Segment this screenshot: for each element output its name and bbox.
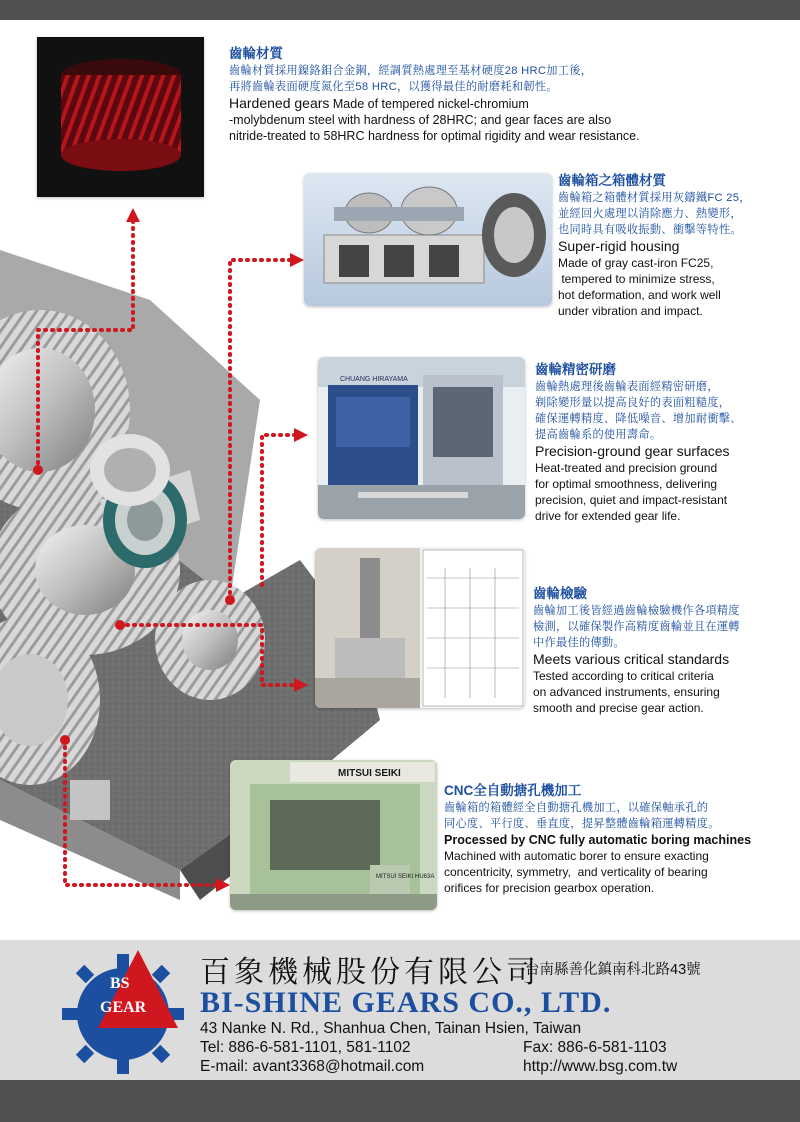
inspection-zh-title: 齒輪檢驗 [533,586,587,601]
inspection-en-line: smooth and precise gear action. [533,701,704,715]
cnc-zh-title: CNC全自動搪孔機加工 [444,783,582,798]
housing-zh-title: 齒輪箱之箱體材質 [558,173,666,188]
cnc-en-line: concentricity, symmetry, and verticality of bearing [444,865,708,879]
housing-zh-line: 並經回火處理以消除應力、熱變形， [558,208,742,220]
hardened-gear-photo [37,37,204,197]
cnc-zh-line: 同心度、平行度、垂直度，提昇整體齒輪箱運轉精度。 [444,818,720,830]
logo-text-gear: GEAR [100,999,147,1016]
email-link[interactable]: E-mail: avant3368@hotmail.com [200,1058,425,1075]
grinding-zh-line: 剃除變形量以提高良好的表面粗糙度， [535,397,731,409]
cnc-en-line: Machined with automatic borer to ensure exacting [444,849,709,863]
cnc-brand-label: MITSUI SEIKI [338,768,401,779]
housing-en-line: hot deformation, and work well [558,288,721,302]
website-link[interactable]: http://www.bsg.com.tw [523,1058,678,1075]
housing-en-title: Super-rigid housing [558,238,680,254]
section-inspection [533,585,795,716]
inspection-en-line: on advanced instruments, ensuring [533,685,720,699]
company-name-zh: 百象機械股份有限公司 [200,955,540,990]
gear-material-zh-title: 齒輪材質 [229,46,283,61]
grinder-brand-label: CHUANG HIRAYAMA [340,376,408,383]
housing-zh-line: 也同時具有吸收振動、衝擊等特性。 [558,224,742,236]
fax: Fax: 886-6-581-1103 [523,1039,667,1056]
address-zh: 台南縣善化鎮南科北路43號 [525,962,701,978]
telephone: Tel: 886-6-581-1101, 581-1102 [200,1039,411,1056]
red-helical-gear-image [37,37,204,197]
housing-zh-line: 齒輪箱之箱體材質採用灰鑄鐵FC 25， [558,192,751,204]
grinding-zh-line: 提高齒輪系的使用壽命。 [535,429,662,441]
inspection-zh-line: 中作最佳的傳動。 [533,637,625,649]
gear-material-en-line: -molybdenum steel with hardness of 28HRC; and gear faces are also [229,113,612,127]
grinding-en-line: drive for extended gear life. [535,509,681,523]
cnc-boring-machine-photo [230,760,437,910]
cnc-panel-label: MITSUI SEIKI HU63A [376,874,435,880]
grinding-en-line: precision, quiet and impact-resistant [535,493,728,507]
address-en: 43 Nanke N. Rd., Shanhua Chen, Tainan Hsien, Taiwan [200,1020,582,1037]
housing-en-line: Made of gray cast-iron FC25, [558,256,714,270]
inspection-en-line: Tested according to critical criteria [533,669,714,683]
cnc-en-title: Processed by CNC fully automatic boring machines [444,833,752,847]
gear-material-zh-line: 齒輪材質採用鎳鉻鉬合金鋼，經調質熱處理至基材硬度28 HRC加工後， [229,65,593,77]
housing-en-line: tempered to minimize stress, [558,272,715,286]
gear-material-zh-line: 再將齒輪表面硬度氮化至58 HRC，以獲得最佳的耐磨耗和韌性。 [229,81,558,93]
company-name-en: BI-SHINE GEARS CO., LTD. [200,986,612,1019]
section-grinding [535,361,795,524]
grinding-zh-title: 齒輪精密研磨 [535,362,616,377]
section-cnc [444,782,794,896]
gear-material-en-line: Made of tempered nickel-chromium [332,97,529,111]
bs-gear-logo [58,946,188,1076]
logo-text-bs: BS [110,975,130,992]
gearbox-housing-image [304,173,552,306]
housing-photo [304,173,552,306]
gear-material-en-title: Hardened gears [229,95,330,111]
grinding-en-line: Heat-treated and precision ground [535,461,718,475]
inspection-photo [315,548,525,708]
inspection-zh-line: 齒輪加工後皆經過齒輪檢驗機作各項精度 [533,605,740,617]
section-gear-material [229,45,789,144]
grinding-zh-line: 齒輪熱處理後齒輪表面經精密研磨， [535,381,719,393]
inspection-zh-line: 檢測，以確保製作高精度齒輪並且在運轉 [533,621,740,633]
housing-en-line: under vibration and impact. [558,304,703,318]
grinding-en-line: for optimal smoothness, delivering [535,477,718,491]
cnc-machine-image [230,760,437,910]
bottom-band [0,1080,800,1122]
cnc-zh-line: 齒輪箱的箱體經全自動搪孔機加工，以確保軸承孔的 [444,802,709,814]
gear-material-en-line: nitride-treated to 58HRC hardness for optimal rigidity and wear resistance. [229,129,640,143]
grinding-zh-line: 確保運轉精度、降低噪音、增加耐衝擊、 [535,413,742,425]
inspection-en-title: Meets various critical standards [533,651,730,667]
gear-grinder-image [318,357,525,519]
gear-inspection-image [315,548,525,708]
grinding-en-title: Precision-ground gear surfaces [535,443,730,459]
cnc-en-line: orifices for precision gearbox operation. [444,881,655,895]
grinding-machine-photo [318,357,525,519]
section-housing [558,172,794,319]
